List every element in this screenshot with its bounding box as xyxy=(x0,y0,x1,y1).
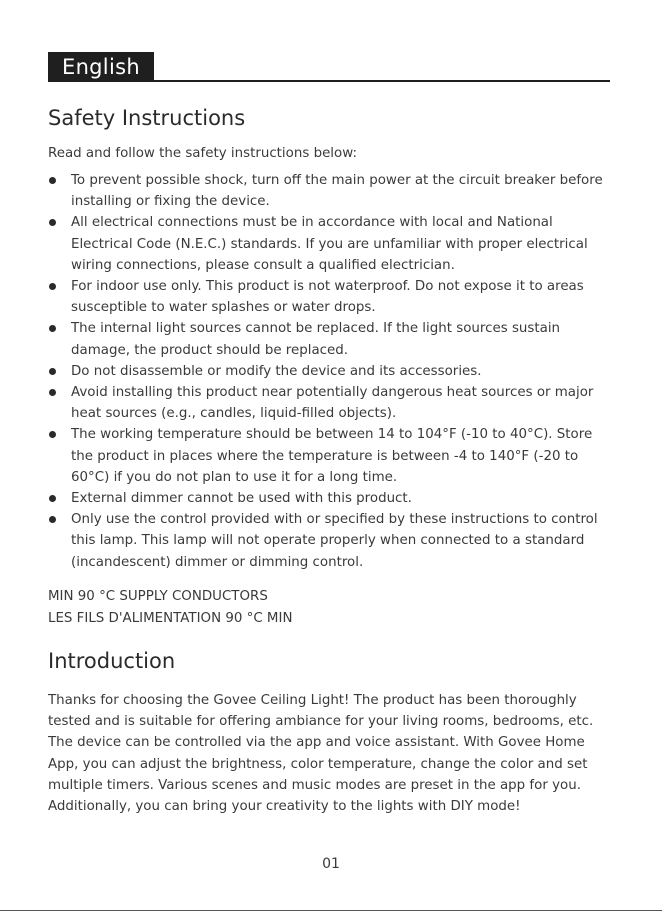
list-item: The working temperature should be between 14 to 104°F (-10 to 40°C). Store the product in places where the temperature is between -4 to 140°F (-20 to 60°C) if you do not plan to use it for a long time. xyxy=(48,424,614,488)
list-item: The internal light sources cannot be replaced. If the light sources sustain damage, the product should be replaced. xyxy=(48,318,614,360)
list-item: External dimmer cannot be used with this product. xyxy=(48,488,614,509)
introduction-title: Introduction xyxy=(48,649,176,673)
safety-title: Safety Instructions xyxy=(48,106,246,130)
list-item: Only use the control provided with or specified by these instructions to control this lamp. This lamp will not operate properly when connected to a standard (incandescent) dimmer or dimming control. xyxy=(48,509,614,573)
conductors-fr: LES FILS D'ALIMENTATION 90 °C MIN xyxy=(48,610,293,626)
list-item: For indoor use only. This product is not waterproof. Do not expose it to areas susceptible to water splashes or water drops. xyxy=(48,276,614,318)
footer-rule xyxy=(0,910,662,911)
list-item: Do not disassemble or modify the device and its accessories. xyxy=(48,361,614,382)
list-item: Avoid installing this product near potentially dangerous heat sources or major heat sources (e.g., candles, liquid-filled objects). xyxy=(48,382,614,424)
conductors-note xyxy=(48,586,292,629)
safety-list xyxy=(48,170,614,573)
introduction-body: Thanks for choosing the Govee Ceiling Light! The product has been thoroughly tested and is suitable for offering ambiance for your living rooms, bedrooms, etc. The device can be controlled via the app and voice assistant. With Govee Home App, you can adjust the brightness, color temperature, change the color and set multiple timers. Various scenes and music modes are preset in the app for you. Additionally, you can bring your creativity to the lights with DIY mode! xyxy=(48,693,594,815)
list-item: All electrical connections must be in accordance with local and National Electrical Code (N.E.C.) standards. If you are unfamiliar with proper electrical wiring connections, please consult a qualified electrician. xyxy=(48,212,614,276)
header-rule xyxy=(48,80,610,82)
conductors-en: MIN 90 °C SUPPLY CONDUCTORS xyxy=(48,589,268,604)
safety-intro: Read and follow the safety instructions below: xyxy=(48,146,357,161)
language-tag: English xyxy=(48,52,154,81)
page-number: 01 xyxy=(322,856,340,872)
list-item: To prevent possible shock, turn off the main power at the circuit breaker before installing or fixing the device. xyxy=(48,170,614,212)
language-header xyxy=(48,52,610,82)
